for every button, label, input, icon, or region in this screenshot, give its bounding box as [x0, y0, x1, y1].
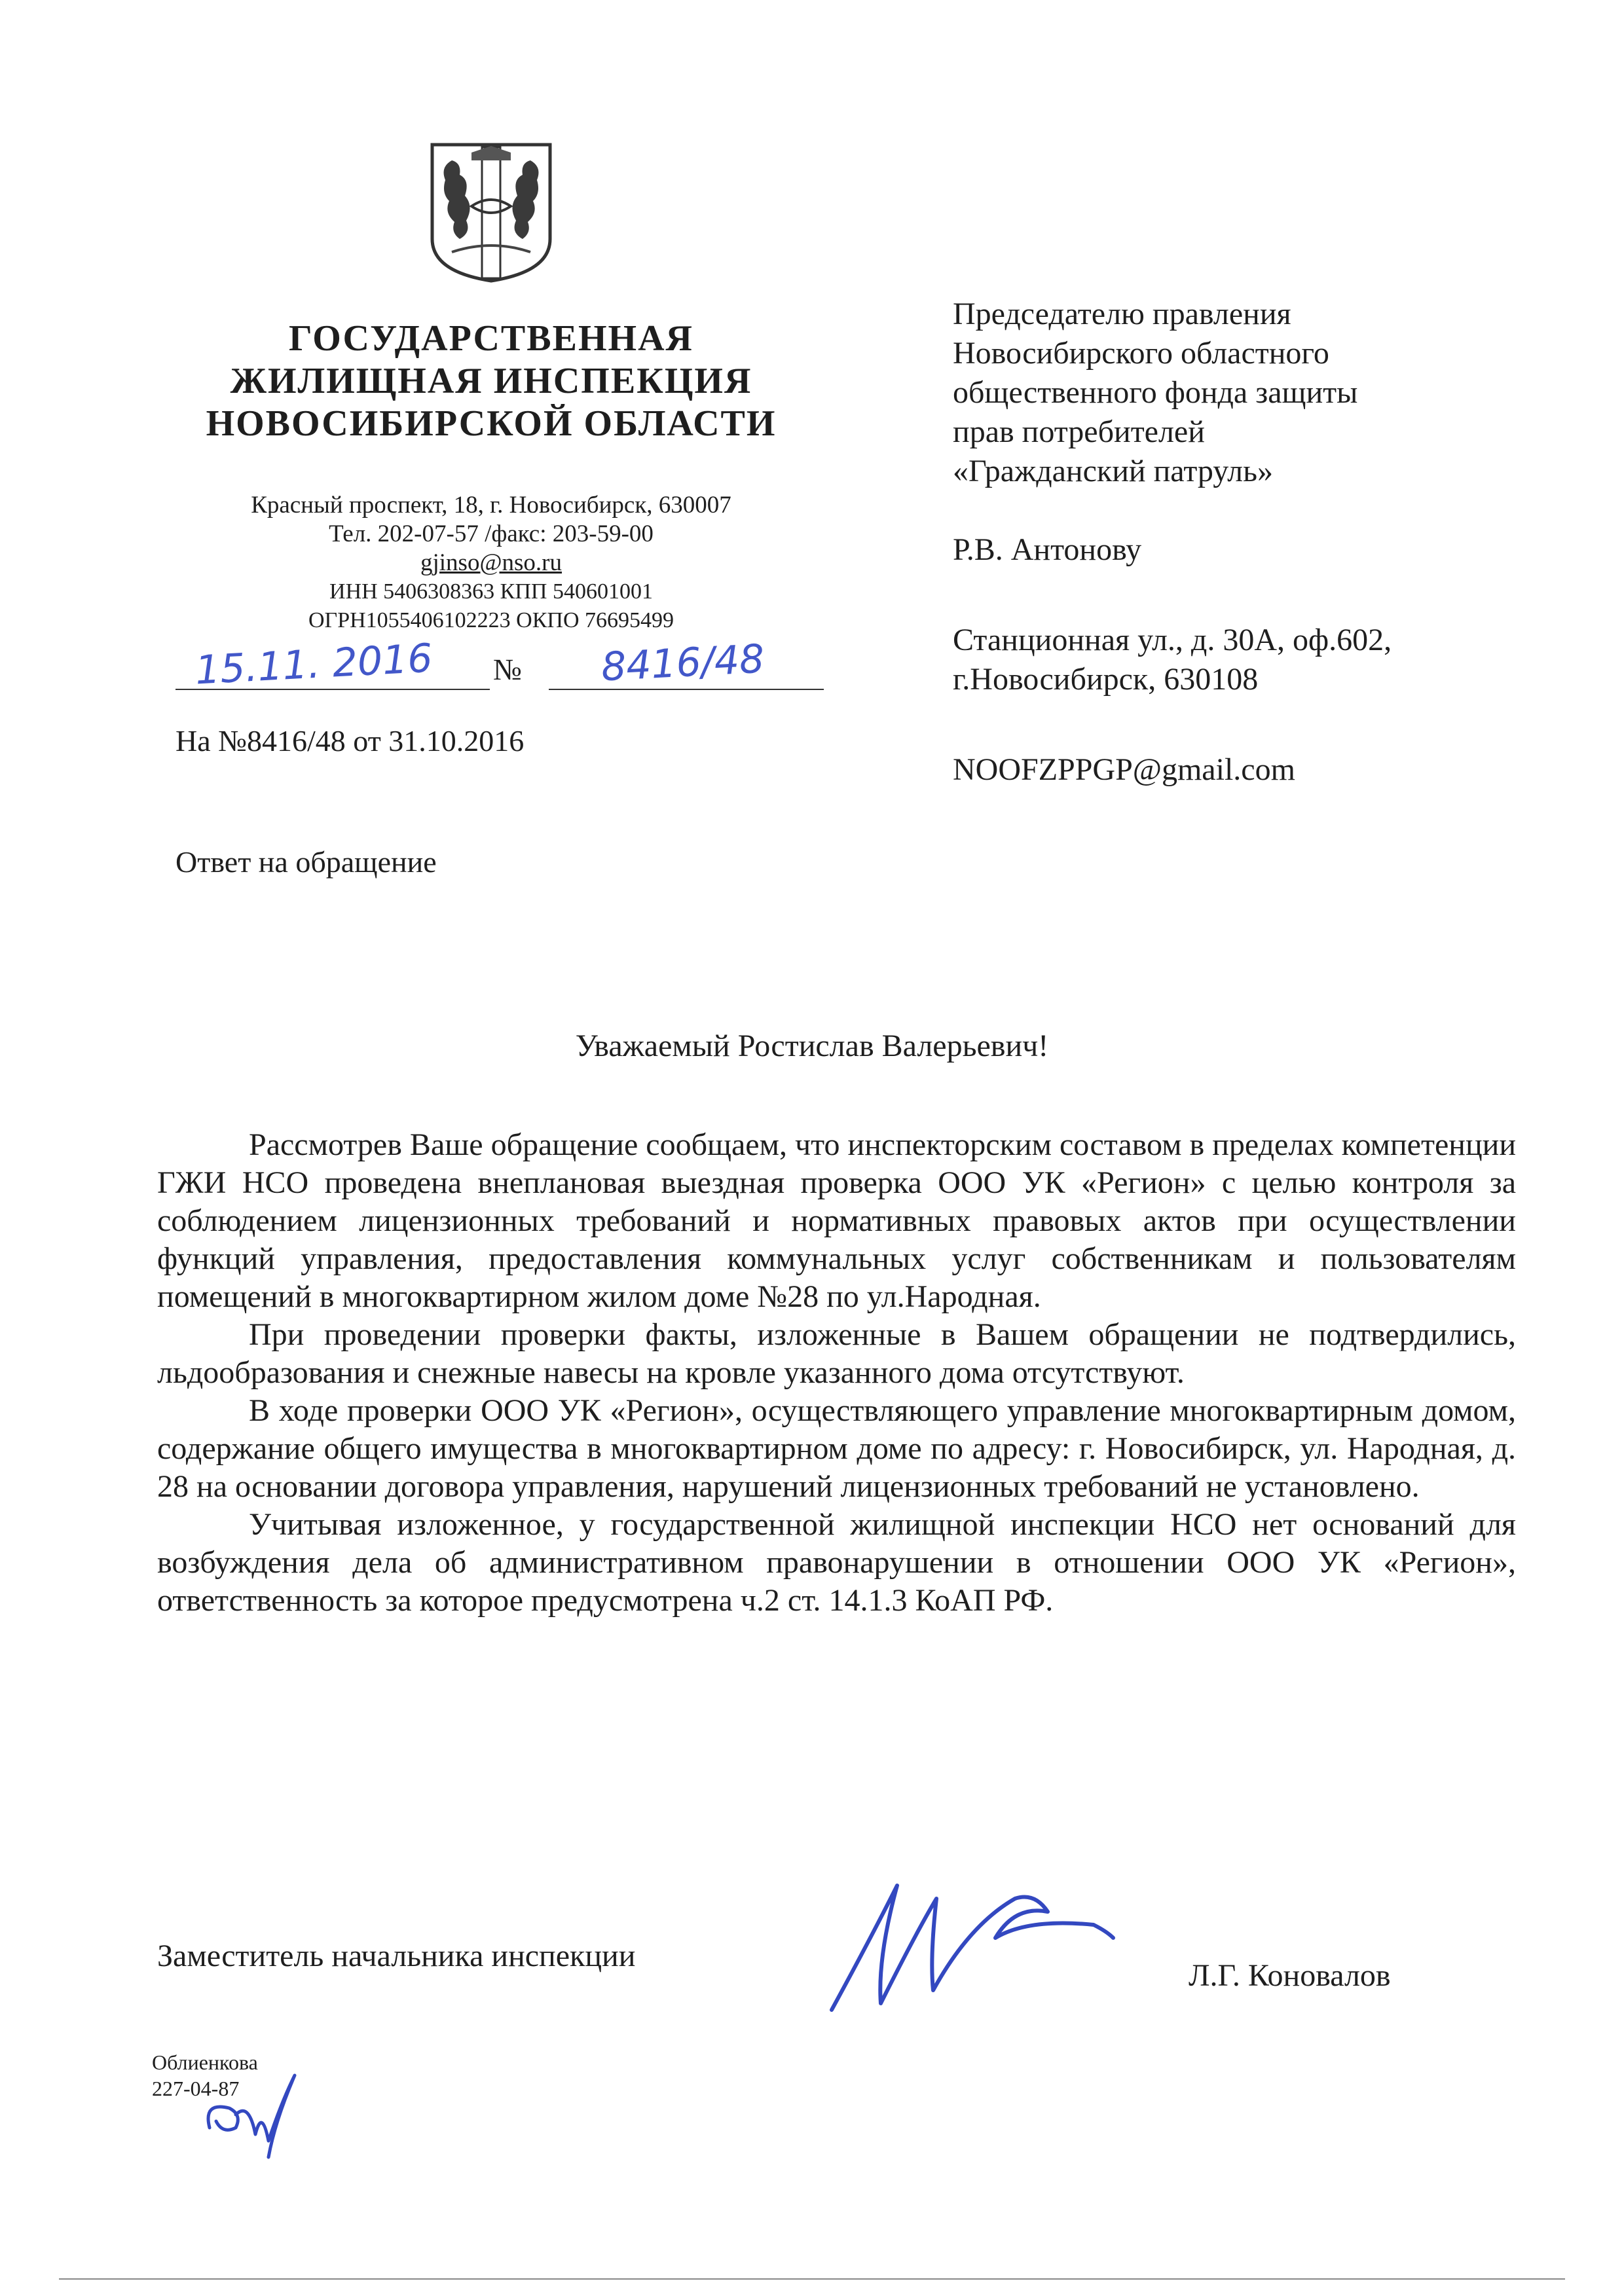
- addressee-line-4: прав потребителей: [953, 414, 1205, 449]
- date-underline: [175, 689, 490, 690]
- executor-initials-icon: [196, 2062, 308, 2160]
- addressee-email: NOOFZPPGP@gmail.com: [953, 752, 1295, 787]
- org-address: Красный проспект, 18, г. Новосибирск, 630007: [251, 492, 731, 519]
- addressee-line-2: Новосибирского областного: [953, 336, 1329, 371]
- registration-number-handwritten: 8416/48: [600, 636, 766, 691]
- org-line-2: ЖИЛИЩНАЯ ИНСПЕКЦИЯ: [230, 361, 752, 401]
- registration-line: [175, 635, 824, 694]
- body-paragraph-4: Учитывая изложенное, у государственной жилищной инспекции НСО нет оснований для возбуждения дела об административном правонарушении в отношении ООО УК «Регион», ответственность за которое предусмотрена ч.2 ст. 14.1.3 КоАП РФ.: [157, 1507, 1516, 1618]
- addressee-block: [953, 295, 1542, 790]
- organization-name: [157, 318, 825, 445]
- org-email-link[interactable]: gjinso@nso.ru: [420, 549, 562, 576]
- reference-line: На №8416/48 от 31.10.2016: [175, 724, 525, 757]
- signer-name: Л.Г. Коновалов: [1189, 1958, 1391, 1993]
- executor-phone: 227-04-87: [152, 2077, 240, 2100]
- org-phone: Тел. 202-07-57 /факс: 203-59-00: [329, 520, 654, 547]
- handwritten-signature-icon: [819, 1859, 1120, 2030]
- addressee-line-1: Председателю правления: [953, 297, 1291, 331]
- org-ogrn-okpo: ОГРН1055406102223 ОКПО 76695499: [308, 608, 674, 632]
- number-underline: [549, 689, 824, 690]
- registration-date-handwritten: 15.11. 2016: [194, 635, 434, 694]
- executor-name: Облиенкова: [152, 2050, 258, 2074]
- signer-title: Заместитель начальника инспекции: [157, 1939, 636, 1973]
- addressee-line-3: общественного фонда защиты: [953, 375, 1358, 410]
- body-paragraph-1: Рассмотрев Ваше обращение сообщаем, что инспекторским составом в пределах компетенции ГЖИ НСО проведена внеплановая выездная проверка ООО УК «Регион» с целью контроля за соблюдением лицензионных требований и нормативных правовых актов при осуществлении функций управления, предоставления коммунальных услуг собственникам и пользователям помещений в многоквартирном жилом доме №28 по ул.Народная.: [157, 1127, 1516, 1314]
- org-line-3: НОВОСИБИРСКОЙ ОБЛАСТИ: [206, 403, 777, 444]
- page-bottom-edge: [59, 2278, 1565, 2280]
- addressee-address-1: Станционная ул., д. 30А, оф.602,: [953, 623, 1392, 657]
- greeting: Уважаемый Ростислав Валерьевич!: [575, 1029, 1049, 1063]
- coat-of-arms-icon: [426, 141, 557, 283]
- number-sign: №: [493, 653, 522, 686]
- body-paragraph-2: При проведении проверки факты, изложенные в Вашем обращении не подтвердились, льдообразования и снежные навесы на кровле указанного дома отсутствуют.: [157, 1317, 1516, 1390]
- organization-contacts: [164, 491, 819, 635]
- org-line-1: ГОСУДАРСТВЕННАЯ: [289, 318, 693, 359]
- addressee-line-5: «Гражданский патруль»: [953, 454, 1274, 488]
- body-paragraph-3: В ходе проверки ООО УК «Регион», осуществляющего управление многоквартирным домом, содержание общего имущества в многоквартирном доме по адресу: г. Новосибирск, ул. Народная, д. 28 на основании договора управления, нарушений лицензионных требований не установлено.: [157, 1393, 1516, 1504]
- letter-subject: Ответ на обращение: [175, 845, 437, 879]
- org-inn-kpp: ИНН 5406308363 КПП 540601001: [329, 579, 653, 604]
- addressee-address-2: г.Новосибирск, 630108: [953, 662, 1259, 697]
- letter-body: [157, 1126, 1516, 1620]
- addressee-name: Р.В. Антонову: [953, 532, 1142, 567]
